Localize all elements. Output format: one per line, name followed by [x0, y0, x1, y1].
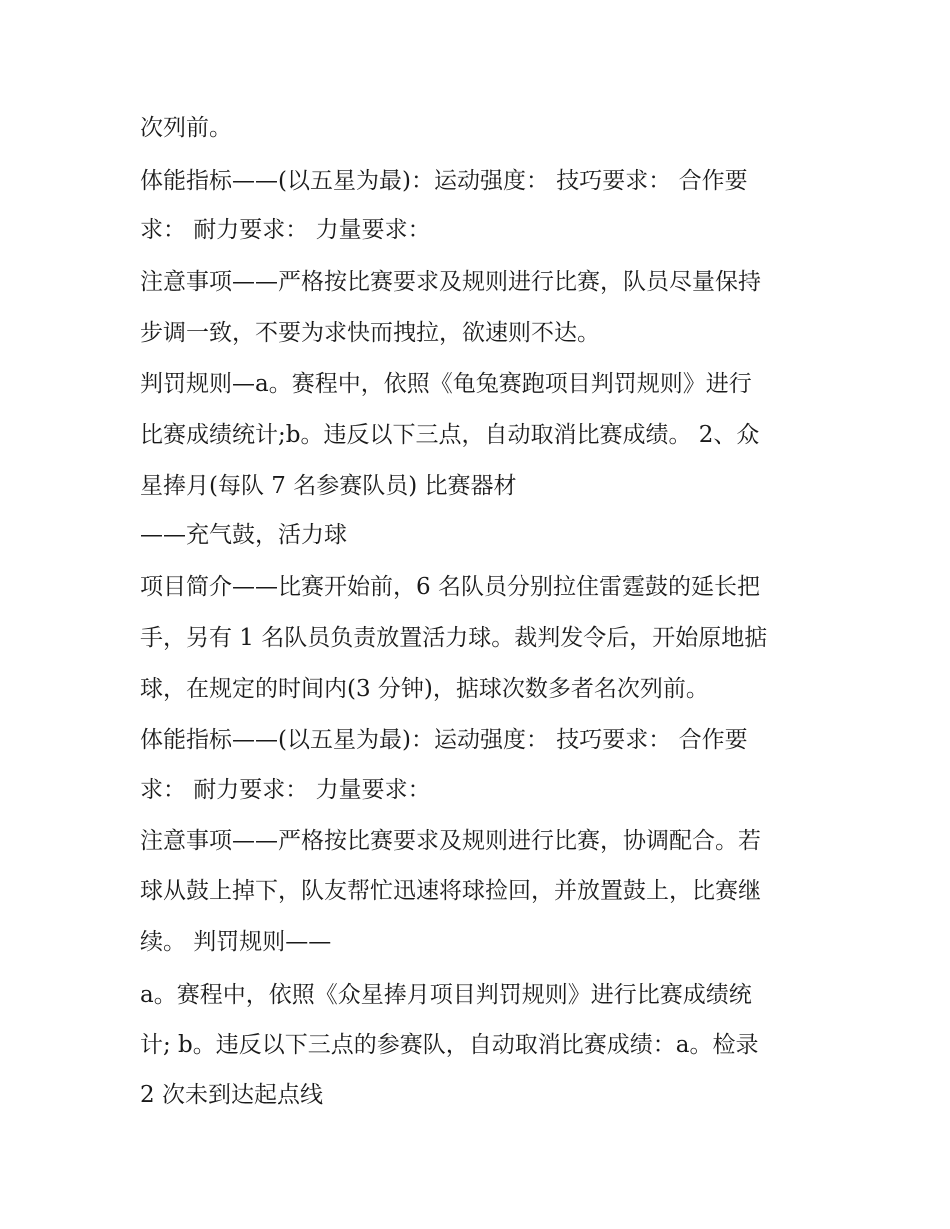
text-line: 球从鼓上掉下，队友帮忙迅速将球捡回，并放置鼓上，比赛继 — [140, 878, 761, 904]
text-line: 判罚规则—a。赛程中，依照《龟兔赛跑项目判罚规则》进行 — [140, 371, 752, 397]
text-line: a。赛程中，依照《众星捧月项目判罚规则》进行比赛成绩统 — [140, 982, 752, 1008]
text-line: 续。 判罚规则—— — [140, 929, 332, 955]
text-line: 体能指标——(以五星为最)：运动强度： 技巧要求： 合作要 — [140, 168, 748, 194]
text-line: 星捧月(每队 7 名参赛队员) 比赛器材 — [140, 473, 517, 499]
text-line: 球，在规定的时间内(3 分钟)，掂球次数多者名次列前。 — [140, 676, 709, 702]
text-line: 手，另有 1 名队员负责放置活力球。裁判发令后，开始原地掂 — [140, 625, 768, 651]
text-line: 比赛成绩统计;b。违反以下三点，自动取消比赛成绩。 2、众 — [140, 422, 760, 448]
text-line: 注意事项——严格按比赛要求及规则进行比赛，协调配合。若 — [140, 828, 761, 854]
text-line: 步调一致，不要为求快而拽拉，欲速则不达。 — [140, 320, 600, 346]
text-line: 2 次未到达起点线 — [140, 1082, 323, 1108]
text-line: 计; b。违反以下三点的参赛队，自动取消比赛成绩：a。检录 — [140, 1032, 759, 1058]
text-line: 求： 耐力要求： 力量要求： — [140, 217, 431, 243]
text-line: 注意事项——严格按比赛要求及规则进行比赛，队员尽量保持 — [140, 269, 761, 295]
text-line: ——充气鼓，活力球 — [140, 522, 347, 548]
text-line: 体能指标——(以五星为最)：运动强度： 技巧要求： 合作要 — [140, 727, 748, 753]
text-line: 求： 耐力要求： 力量要求： — [140, 777, 431, 803]
text-line: 次列前。 — [140, 115, 232, 141]
text-line: 项目简介——比赛开始前，6 名队员分别拉住雷霆鼓的延长把 — [140, 574, 760, 600]
